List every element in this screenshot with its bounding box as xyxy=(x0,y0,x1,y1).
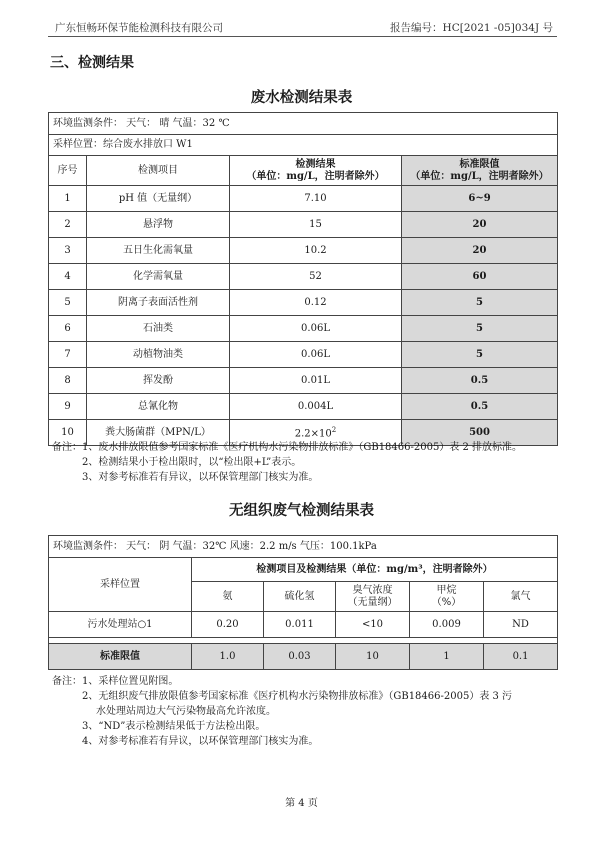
wastewater-notes xyxy=(52,440,522,485)
wastewater-table xyxy=(48,112,558,446)
row-result: 15 xyxy=(230,212,402,238)
row-item: 动植物油类 xyxy=(87,342,230,368)
wastewater-note-1: 备注：1、废水排放限值参考国家标准《医疗机构水污染物排放标准》（GB18466-2005）表 2 排放标准。 xyxy=(52,442,523,453)
row-value: 0.009 xyxy=(410,612,484,638)
row-item: 石油类 xyxy=(87,316,230,342)
table-row xyxy=(49,264,558,290)
header-item: 检测项目 xyxy=(87,156,230,186)
row-no: 10 xyxy=(49,420,87,446)
wastewater-sampling-location: 采样位置：综合废水排放口 W1 xyxy=(49,135,558,156)
header-result-line2: （单位：mg/L，注明者除外） xyxy=(246,170,385,182)
wastewater-note-2: 2、检测结果小于检出限时，以“检出限+L”表示。 xyxy=(82,457,302,468)
row-item: 五日生化需氧量 xyxy=(87,238,230,264)
row-no: 7 xyxy=(49,342,87,368)
header-no: 序号 xyxy=(49,156,87,186)
header-odor-line2: （无量纲） xyxy=(347,596,398,608)
row-value: 0.011 xyxy=(264,612,336,638)
row-no: 8 xyxy=(49,368,87,394)
header-chlorine-label: 氯气 xyxy=(510,590,531,602)
row-limit: 5 xyxy=(402,316,558,342)
row-no: 6 xyxy=(49,316,87,342)
row-limit: 5 xyxy=(402,342,558,368)
row-limit: 20 xyxy=(402,212,558,238)
row-no: 2 xyxy=(49,212,87,238)
header-company: 广东恒畅环保节能检测科技有限公司 xyxy=(55,22,223,34)
row-result-base: 2.2×10 xyxy=(294,427,332,439)
header-odor xyxy=(336,582,410,612)
limit-value: 1 xyxy=(410,644,484,670)
limit-value: 0.1 xyxy=(484,644,558,670)
header-ammonia xyxy=(192,582,264,612)
air-note-3: 3、“ND”表示检测结果低于方法检出限。 xyxy=(82,721,266,732)
row-item: 悬浮物 xyxy=(87,212,230,238)
row-result: 0.01L xyxy=(230,368,402,394)
limit-row xyxy=(49,644,558,670)
row-limit: 5 xyxy=(402,290,558,316)
air-note-2: 2、无组织废气排放限值参考国家标准《医疗机构水污染物排放标准》（GB18466-2005）表 3 污 xyxy=(82,691,513,702)
row-no: 9 xyxy=(49,394,87,420)
air-note-4: 4、对参考标准若有异议，以环保管理部门核实为准。 xyxy=(82,736,319,747)
row-result: 0.06L xyxy=(230,316,402,342)
header-divider xyxy=(48,36,557,37)
row-no: 1 xyxy=(49,186,87,212)
air-header-row xyxy=(49,558,558,582)
row-result: 0.12 xyxy=(230,290,402,316)
table-row xyxy=(49,212,558,238)
header-limit xyxy=(402,156,558,186)
table-row xyxy=(49,290,558,316)
header-hydrogen-sulfide-label: 硫化氢 xyxy=(284,590,315,602)
air-notes xyxy=(52,674,512,749)
row-result-exponent: 2 xyxy=(331,425,337,434)
air-table-title: 无组织废气检测结果表 xyxy=(229,503,374,519)
row-no: 3 xyxy=(49,238,87,264)
header-odor-line1: 臭气浓度 xyxy=(352,585,393,596)
row-result: 52 xyxy=(230,264,402,290)
row-result: 0.06L xyxy=(230,342,402,368)
page-number: 第 4 页 xyxy=(285,798,318,809)
row-limit: 0.5 xyxy=(402,394,558,420)
row-item: 总氰化物 xyxy=(87,394,230,420)
table-row xyxy=(49,342,558,368)
header-limit-line2: （单位：mg/L，注明者除外） xyxy=(410,170,549,182)
row-item: 挥发酚 xyxy=(87,368,230,394)
row-no: 5 xyxy=(49,290,87,316)
wastewater-conditions: 环境监测条件： 天气： 晴 气温：32 ℃ xyxy=(49,113,558,135)
row-result: 7.10 xyxy=(230,186,402,212)
limit-value: 0.03 xyxy=(264,644,336,670)
limit-label: 标准限值 xyxy=(49,644,192,670)
air-conditions-row xyxy=(49,536,558,558)
row-item: 化学需氧量 xyxy=(87,264,230,290)
wastewater-table-title: 废水检测结果表 xyxy=(250,90,353,106)
row-no: 4 xyxy=(49,264,87,290)
row-value: ND xyxy=(484,612,558,638)
header-methane-line2: （%） xyxy=(431,596,462,608)
air-table xyxy=(48,535,558,670)
table-row xyxy=(49,394,558,420)
row-item: 粪大肠菌群（MPN/L） xyxy=(87,420,230,446)
table-row xyxy=(49,316,558,342)
wastewater-note-3: 3、对参考标准若有异议，以环保管理部门核实为准。 xyxy=(82,472,319,483)
row-item: pH 值（无量纲） xyxy=(87,186,230,212)
row-limit: 0.5 xyxy=(402,368,558,394)
row-result: 10.2 xyxy=(230,238,402,264)
header-chlorine xyxy=(484,582,558,612)
row-limit: 20 xyxy=(402,238,558,264)
header-sampling-location: 采样位置 xyxy=(49,558,192,612)
row-limit: 60 xyxy=(402,264,558,290)
header-limit-line1: 标准限值 xyxy=(459,159,500,170)
air-note-1: 备注：1、采样位置见附图。 xyxy=(52,676,179,687)
header-report-number: 报告编号：HC[2021 -05]034J 号 xyxy=(390,22,553,34)
table-row xyxy=(49,186,558,212)
row-limit: 6~9 xyxy=(402,186,558,212)
header-hydrogen-sulfide xyxy=(264,582,336,612)
wastewater-conditions-row xyxy=(49,113,558,135)
air-conditions: 环境监测条件： 天气： 阴 气温：32℃ 风速：2.2 m/s 气压：100.1kPa xyxy=(49,536,558,558)
wastewater-header-row xyxy=(49,156,558,186)
wastewater-sampling-row xyxy=(49,135,558,156)
header-ammonia-label: 氨 xyxy=(222,590,233,602)
table-row xyxy=(49,368,558,394)
row-location: 污水处理站○1 xyxy=(49,612,192,638)
header-test-items: 检测项目及检测结果（单位：mg/m³，注明者除外） xyxy=(192,558,558,582)
header-methane-line1: 甲烷 xyxy=(436,585,457,596)
row-item: 阴离子表面活性剂 xyxy=(87,290,230,316)
row-value: 0.20 xyxy=(192,612,264,638)
header-result-line1: 检测结果 xyxy=(295,159,336,170)
header-result xyxy=(230,156,402,186)
row-result: 0.004L xyxy=(230,394,402,420)
header-methane xyxy=(410,582,484,612)
row-limit: 500 xyxy=(402,420,558,446)
table-row xyxy=(49,612,558,638)
row-value: <10 xyxy=(336,612,410,638)
table-row xyxy=(49,238,558,264)
section-title: 三、检测结果 xyxy=(50,55,134,71)
air-note-2-cont: 水处理站周边大气污染物最高允许浓度。 xyxy=(96,706,276,717)
limit-value: 10 xyxy=(336,644,410,670)
limit-value: 1.0 xyxy=(192,644,264,670)
